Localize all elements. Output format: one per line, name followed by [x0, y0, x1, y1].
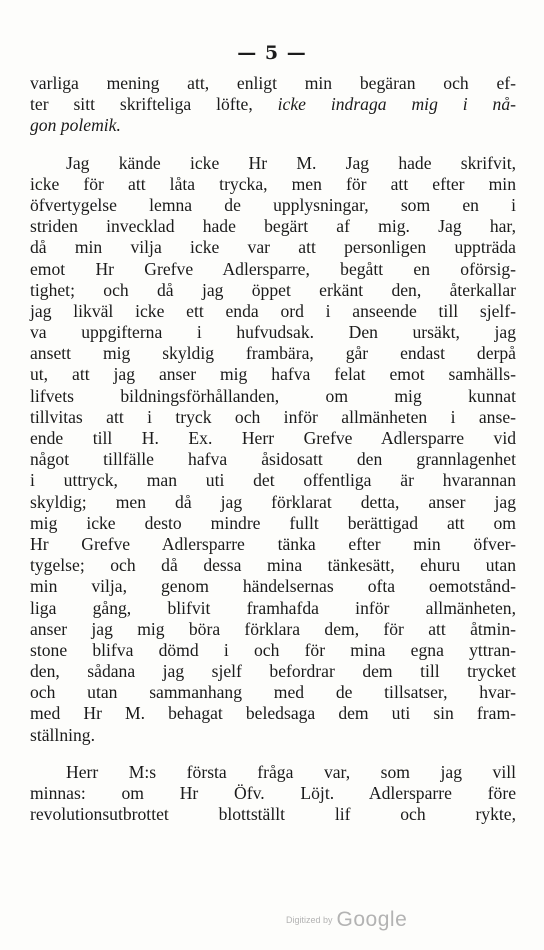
text-line — [30, 94, 516, 115]
text-line: ende till H. Ex. Herr Grefve Adlersparre vid — [30, 428, 516, 448]
page-number: — 5 — — [237, 42, 307, 64]
digitization-watermark — [286, 908, 407, 932]
watermark-prefix: Digitized by — [286, 915, 333, 925]
text-line: ut, att jag anser mig hafva felat emot samhälls- — [30, 364, 516, 385]
text-line: mig icke desto mindre fullt berättigad att om — [30, 512, 516, 533]
paragraph — [30, 153, 516, 746]
google-logo: Google — [336, 908, 408, 931]
text-line: min vilja, genom händelsernas ofta oemotstånd- — [30, 576, 516, 597]
text-line: lifvets bildningsförhållanden, om mig kunnat — [30, 385, 516, 406]
text-line: tillvitas att i tryck och inför allmänheten i anse- — [30, 406, 516, 427]
text-line: minnas: om Hr Öfv. Löjt. Adlersparre före — [30, 783, 516, 803]
text-line: något tillfälle hafva åsidosatt den grannlagenhet — [30, 449, 516, 470]
text-span: ter sitt skrifteliga löfte, — [30, 94, 278, 115]
text-line: jag likväl icke ett enda ord i anseende till sjelf- — [30, 300, 516, 321]
text-line: Jag kände icke Hr M. Jag hade skrifvit, — [66, 152, 516, 173]
text-line: Herr M:s första fråga var, som jag vill — [66, 761, 516, 782]
text-line: öfvertygelse lemna de upplysningar, som en i — [30, 194, 516, 215]
text-line: Hr Grefve Adlersparre tänka efter min öfver- — [30, 533, 516, 554]
text-line: stone blifva dömd i och för mina egna yttran- — [30, 639, 516, 660]
text-line: revolutionsutbrottet blottställt lif och rykte, — [30, 804, 516, 825]
text-line: striden invecklad hade begärt af mig. Jag har, — [30, 216, 516, 237]
text-line: gon polemik. — [30, 115, 121, 136]
text-line: tighet; och då jag öppet erkänt den, återkallar — [30, 279, 516, 300]
text-line: ansett mig skyldig frambära, går endast derpå — [30, 343, 516, 364]
text-line: icke för att låta trycka, men för att efter min — [30, 173, 516, 194]
text-line: va uppgifterna i hufvudsak. Den ursäkt, jag — [30, 322, 516, 343]
text-line: skyldig; men då jag förklarat detta, anser jag — [30, 491, 516, 512]
text-line: med Hr M. behagat beledsaga dem uti sin fram- — [30, 703, 516, 724]
text-line: då min vilja icke var att personligen uppträda — [30, 237, 516, 258]
text-line: och utan sammanhang med de tillsatser, hvar- — [30, 682, 516, 703]
body-text — [30, 73, 516, 825]
paragraph — [30, 73, 516, 137]
text-line: ställning. — [30, 724, 95, 745]
text-line: emot Hr Grefve Adlersparre, begått en oförsig- — [30, 258, 516, 279]
text-line: liga gång, blifvit framhafda inför allmänheten, — [30, 597, 516, 618]
text-line: den, sådana jag sjelf befordrar dem till trycket — [30, 661, 516, 682]
text-line: tygelse; och då dessa mina tänkesätt, ehuru utan — [30, 555, 516, 576]
italic-phrase: icke indraga mig i nå- — [277, 94, 516, 115]
text-line: i uttryck, man uti det offentliga är hvarannan — [30, 470, 516, 491]
paragraph — [30, 762, 516, 826]
text-line: varliga mening att, enligt min begäran och ef- — [30, 73, 516, 93]
text-line: anser jag mig böra förklara dem, för att åtmin- — [30, 618, 516, 639]
